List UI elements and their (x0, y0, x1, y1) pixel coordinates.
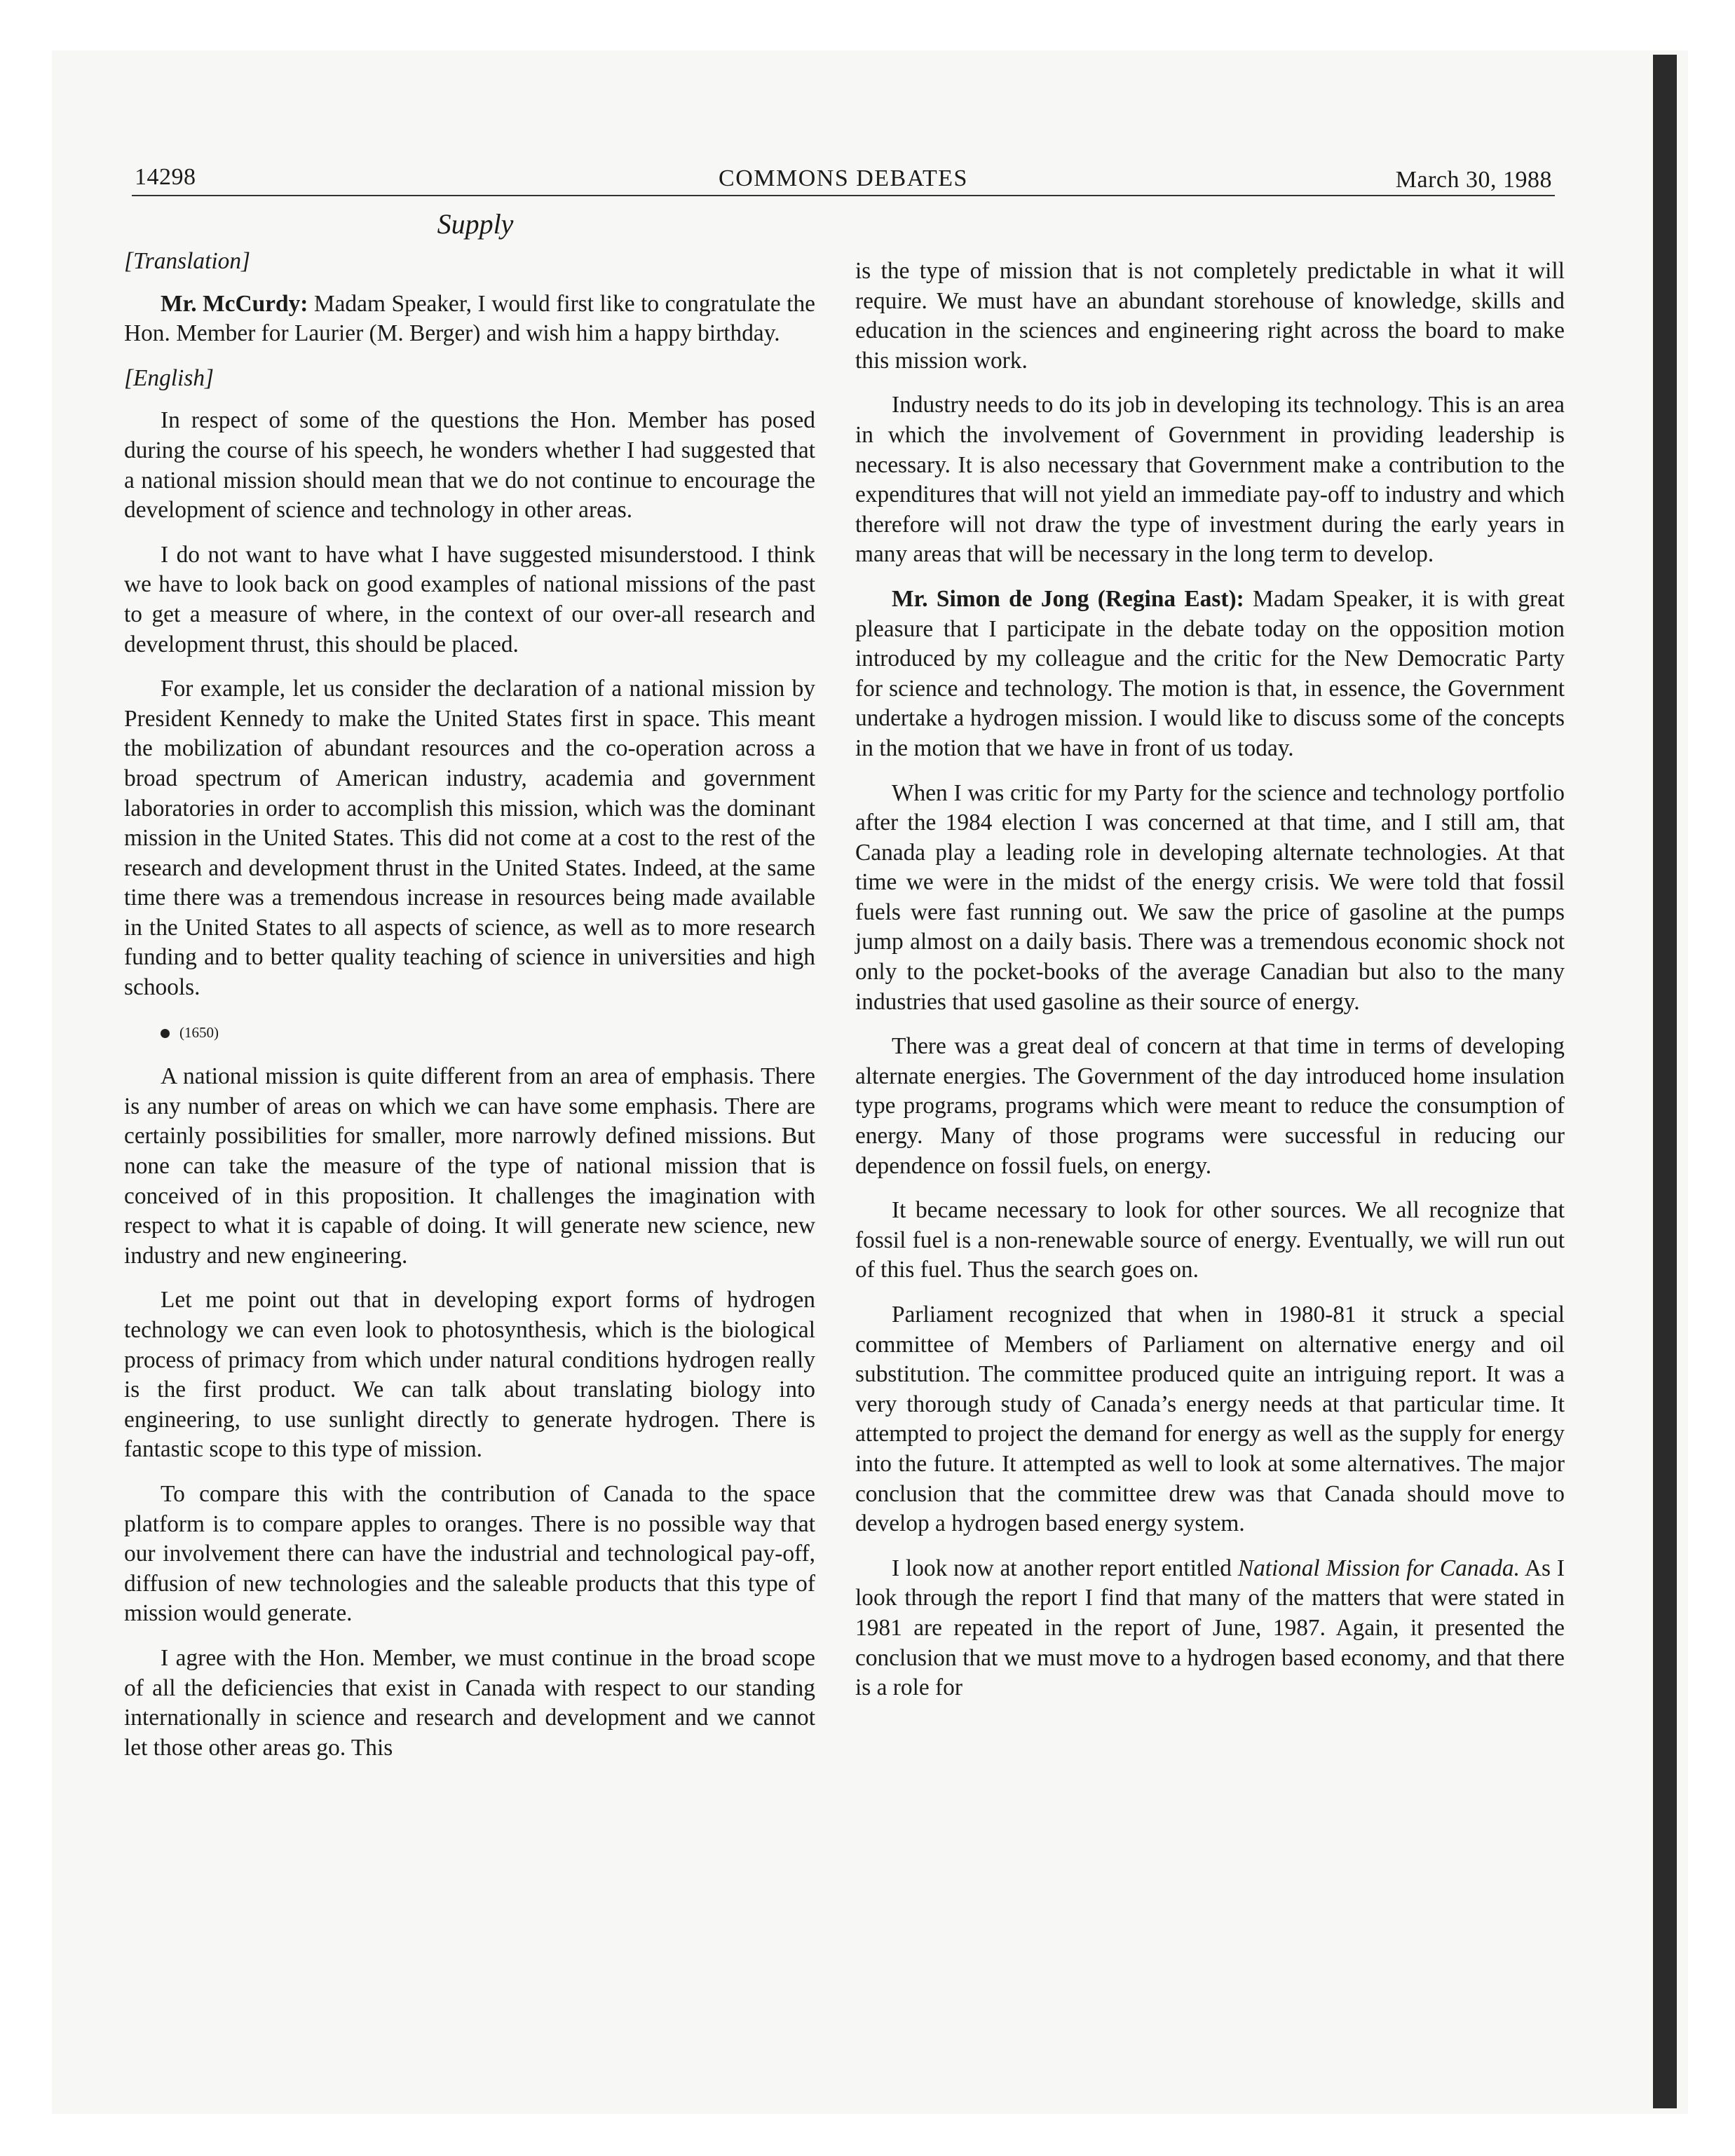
page-number: 14298 (135, 164, 196, 190)
paragraph (124, 289, 815, 349)
paragraph: I agree with the Hon. Member, we must continue in the broad scope of all the deficiencies that exist in Canada with respect to our standing internationally in science and research and development and we cannot let those other areas go. This (124, 1644, 815, 1761)
paragraph: I do not want to have what I have suggested misunderstood. I think we have to look back on good examples of national missions of the past to get a measure of where, in the context of our over-all research and development thrust, this should be placed. (124, 541, 815, 657)
paragraph-text: Madam Speaker, I would first like to congratulate the Hon. Member for Laurier (M. Berger) and wish him a happy birthday. (124, 290, 815, 347)
translation-tag: [Translation] (124, 248, 251, 274)
english-tag: [English] (124, 364, 215, 391)
scan-edge-shadow (1653, 55, 1677, 2108)
header-date: March 30, 1988 (1395, 167, 1552, 193)
paragraph: There was a great deal of concern at that time in terms of developing alternate energies. The Government of the day introduced home insulation type programs, programs which were meant to reduce the consumption of energy. Many of those programs were successful in reducing our dependence on fossil fuels, on energy. (855, 1033, 1565, 1179)
paragraph-text: I look now at another report entitled (892, 1555, 1238, 1581)
paragraph: For example, let us consider the declaration of a national mission by President Kennedy to make the United States first in space. This meant the mobilization of abundant resources and the co-operation across a broad spectrum of American industry, academia and government laboratories in order to accomplish this mission, which was the dominant mission in the United States. This did not come at a cost to the rest of the research and development thrust in the United States. Indeed, at the same time there was a tremendous increase in resources being made available in the United States to all aspects of science, as well as to more research funding and to better quality teaching of science in universities and high schools. (124, 676, 815, 1001)
paragraph: To compare this with the contribution of Canada to the space platform is to compare apples to oranges. There is no possible way that our involvement there can have the industrial and technological pay-off, diffusion of new technologies and the saleable products that this type of mission would generate. (124, 1480, 815, 1627)
paragraph: Industry needs to do its job in developing its technology. This is an area in which the involvement of Government in providing leadership is necessary. It is also necessary that Government make a contribution to the expenditures that will not yield an immediate pay-off to industry and which therefore will not draw the type of investment during the early years in many areas that will be necessary in the long term to develop. (855, 392, 1565, 568)
right-column (855, 257, 1565, 1718)
paragraph (855, 1554, 1565, 1703)
paragraph: A national mission is quite different from an area of emphasis. There is any number of areas on which we can have some emphasis. There are certainly possibilities for smaller, more narrowly defined missions. But none can take the measure of the type of national mission that is conceived of in this proposition. It challenges the imagination with respect to what it is capable of doing. It will generate new science, new industry and new engineering. (124, 1063, 815, 1269)
paragraph: In respect of some of the questions the Hon. Member has posed during the course of his speech, he wonders whether I had suggested that a national mission should mean that we do not continue to encourage the development of science and technology in other areas. (124, 407, 815, 524)
paragraph: Let me point out that in developing export forms of hydrogen technology we can even look to photosynthesis, which is the biological process of primacy from which under natural conditions hydrogen really is the first product. We can talk about translating biology into engineering, to use sunlight directly to generate hydrogen. There is fantastic scope to this type of mission. (124, 1287, 815, 1463)
speaker-name: Mr. McCurdy: (161, 290, 308, 317)
paragraph (855, 585, 1565, 764)
bullet-icon (161, 1029, 170, 1038)
paragraph: Parliament recognized that when in 1980-81 it struck a special committee of Members of Parliament on alternative energy and oil substitution. The committee produced quite an intriguing report. It was a very thorough study of Canada’s energy needs at that particular time. It attempted to project the demand for energy as well as the supply for energy into the future. It attempted as well to look at some alternatives. The major conclusion that the committee drew was that Canada should move to develop a hydrogen based energy system. (855, 1302, 1565, 1537)
paragraph-text: Madam Speaker, it is with great pleasure that I participate in the debate today on the opposition motion introduced by my colleague and the critic for the New Democratic Party for science and technology. The motion is that, in essence, the Government undertake a hydrogen mission. I would like to discuss some of the concepts in the motion that we have in front of us today. (855, 585, 1565, 761)
left-column (124, 247, 815, 1778)
paragraph: It became necessary to look for other sources. We all recognize that fossil fuel is a non-renewable source of energy. Eventually, we will run out of this fuel. Thus the search goes on. (855, 1197, 1565, 1283)
section-heading: Supply (437, 208, 514, 240)
paragraph-text: As I look through the report I find that many of the matters that were stated in 1981 are repeated in the report of June, 1987. Again, it presented the conclusion that we must move to a hydrogen based economy, and that there is a role for (855, 1555, 1565, 1701)
speaker-name: Mr. Simon de Jong (Regina East): (892, 585, 1244, 612)
paragraph: When I was critic for my Party for the science and technology portfolio after the 1984 election I was concerned at that time, and I still am, that Canada play a leading role in developing alternate technologies. At that time we were in the midst of the energy crisis. We were told that fossil fuels were fast running out. We saw the price of gasoline at the pumps jump almost on a daily basis. There was a tremendous economic shock not only to the pocket-books of the average Canadian but also to the many industries that used gasoline as their source of energy. (855, 779, 1565, 1015)
time-marker (124, 1018, 815, 1048)
report-title: National Mission for Canada. (1237, 1555, 1520, 1581)
running-header (132, 158, 1555, 196)
time-marker-text: (1650) (179, 1023, 219, 1041)
paragraph: is the type of mission that is not completely predictable in what it will require. We must have an abundant storehouse of knowledge, skills and education in the sciences and engineering right across the board to make this mission work. (855, 258, 1565, 374)
publication-title: COMMONS DEBATES (719, 165, 968, 191)
